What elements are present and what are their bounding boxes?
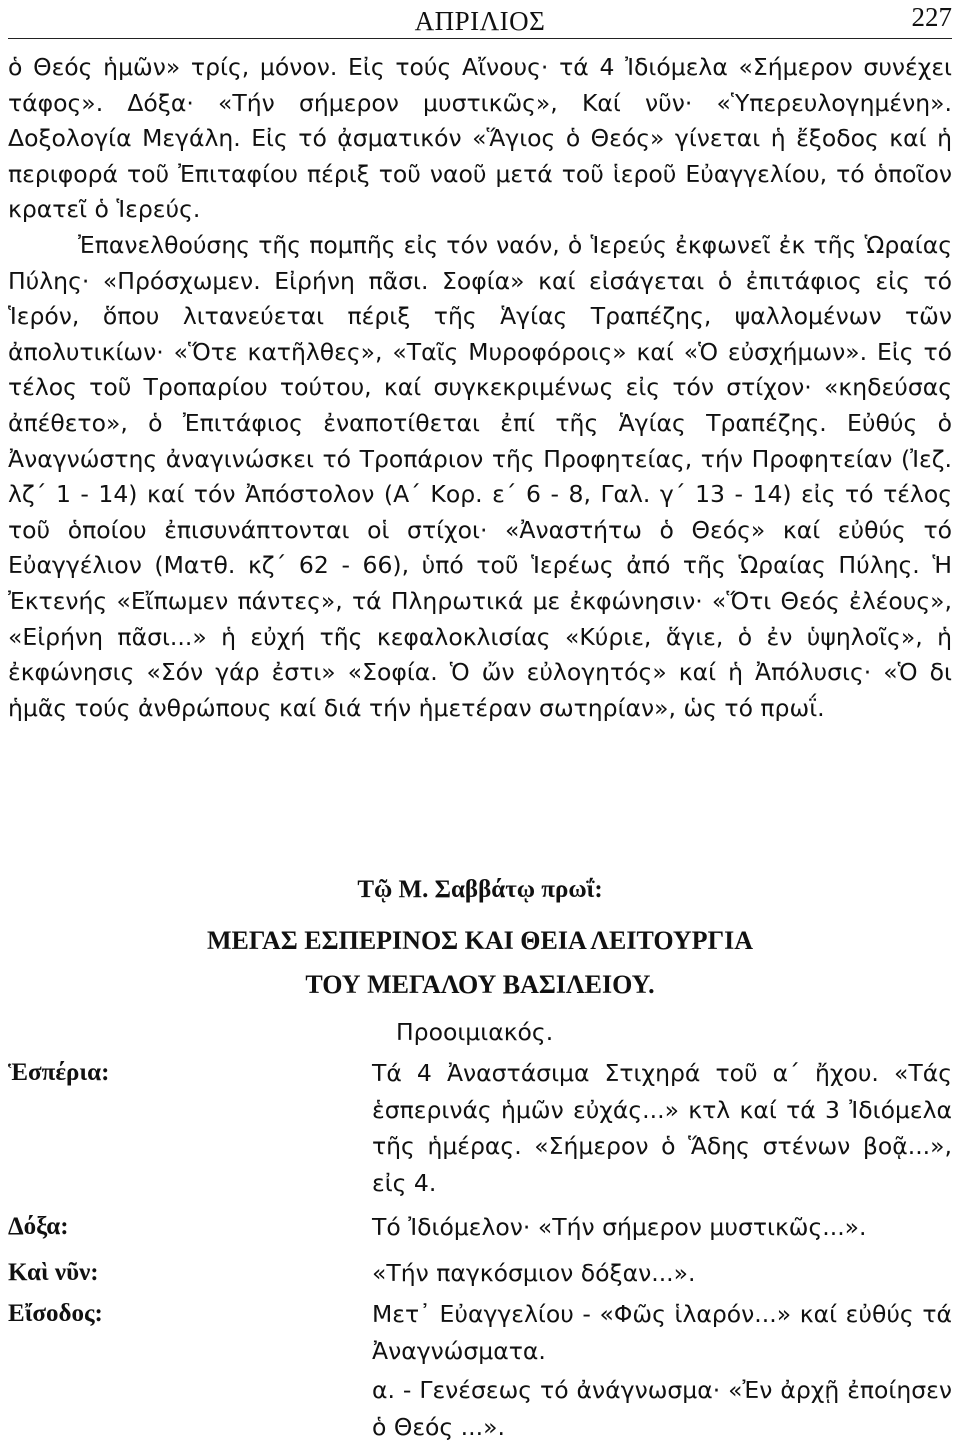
service-title-line-1: ΜΕΓΑΣ ΕΣΠΕΡΙΝΟΣ ΚΑΙ ΘΕΙΑ ΛΕΙΤΟΥΡΓΙΑ: [207, 926, 753, 955]
page-number: 227: [911, 2, 952, 32]
schedule-text: Μετ᾽ Εὐαγγελίου - «Φῶς ἱλαρόν...» καί εὐθύς τά Ἀναγνώσματα.: [372, 1300, 952, 1365]
schedule-text: «Τήν παγκόσμιον δόξαν...».: [372, 1259, 696, 1287]
paragraph: Ἐπανελθούσης τῆς πομπῆς εἰς τόν ναόν, ὁ Ἱερεύς ἐκφωνεῖ ἐκ τῆς Ὡραίας Πύλης· «Πρόσχωμεν. Εἰρήνη πᾶσι. Σοφία» καί εἰσάγεται ὁ ἐπιτάφιος εἰς τό Ἱερόν, ὅπου λιτανεύεται πέριξ τῆς Ἁγίας Τραπέζης, ψαλλομένων τῶν ἀπολυτικίων· «Ὅτε κατῆλθες», «Ταῖς Μυροφόροις» καί «Ὁ εὐσχήμων». Εἰς τό τέλος τοῦ Τροπαρίου τούτου, καί συγκεκριμένως εἰς τόν στίχον· «κηδεύσας ἀπέθετο», ὁ Ἐπιτάφιος ἐναποτίθεται ἐπί τῆς Ἁγίας Τραπέζης. Εὐθύς ὁ Ἀναγνώστης ἀναγινώσκει τό Τροπάριον τῆς Προφητείας, τήν Προφητείαν (Ἰεζ. λζ΄ 1 - 14) καί τόν Ἀπόστολον (Α΄ Κορ. ε΄ 6 - 8, Γαλ. γ΄ 13 - 14) εἰς τό τέλος τοῦ ὁποίου ἐπισυνάπτονται οἱ στίχοι· «Ἀναστήτω ὁ Θεός» καί εὐθύς τό Εὐαγγέλιον (Ματθ. κζ΄ 62 - 66), ὑπό τοῦ Ἱερέως ἀπό τῆς Ὡραίας Πύλης. Ἡ Ἐκτενής «Εἴπωμεν πάντες», τά Πληρωτικά με ἐκφώνησιν· «Ὅτι Θεός ἐλέους», «Εἰρήνη πᾶσι...» ἡ εὐχή τῆς κεφαλοκλισίας «Κύριε, ἅγιε, ὁ ἐν ὑψηλοῖς», ἡ ἐκφώνησις «Σόν γάρ ἐστι» «Σοφία. Ὁ ὤν εὐλογητός» καί ἡ Ἀπόλυσις· «Ὁ δι ἡμᾶς τούς ἀνθρώπους καί διά τήν ἡμετέραν σωτηρίαν», ὡς τό πρωΐ.: [8, 230, 952, 722]
paragraph: ὁ Θεός ἡμῶν» τρίς, μόνον. Εἰς τούς Αἴνους· τά 4 Ἰδιόμελα «Σήμερον συνέχει τάφος». Δόξα· «Τήν σήμερον μυστικῶς», Καί νῦν· «Ὑπερευλογημένη». Δοξολογία Μεγάλη. Εἰς τό ᾀσματικόν «Ἅγιος ὁ Θεός» γίνεται ἡ ἔξοδος καί ἡ περιφορά τοῦ Ἐπιταφίου πέριξ τοῦ ναοῦ μετά τοῦ ἱεροῦ Εὐαγγελίου, τό ὁποῖον κρατεῖ ὁ Ἱερεύς.: [8, 53, 952, 224]
running-title: ΑΠΡΙΛΙΟΣ: [414, 6, 546, 36]
schedule-text: Τό Ἰδιόμελον· «Τήν σήμερον μυστικῶς...».: [372, 1213, 867, 1241]
service-title-line-2: ΤΟΥ ΜΕΓΑΛΟΥ ΒΑΣΙΛΕΙΟΥ.: [305, 970, 655, 999]
schedule-text: α. - Γενέσεως τό ἀνάγνωσμα· «Ἐν ἀρχῇ ἐποίησεν ὁ Θεός ...».: [372, 1376, 952, 1441]
schedule-label: Δόξα:: [8, 1213, 69, 1240]
schedule-label: Ἑσπέρια:: [8, 1059, 110, 1086]
prooimiakos-label: Προοιμιακός.: [396, 1018, 554, 1046]
day-heading: Τῷ Μ. Σαββάτῳ πρωΐ:: [357, 876, 603, 903]
page-header: [8, 0, 952, 39]
body-text: [8, 50, 952, 726]
schedule-label: Καὶ νῦν:: [8, 1259, 99, 1286]
schedule-text: Τά 4 Ἀναστάσιμα Στιχηρά τοῦ α΄ ἤχου. «Τάς ἑσπερινάς ἡμῶν εὐχάς...» κτλ καί τά 3 Ἰδιόμελα τῆς ἡμέρας. «Σήμερον ὁ Ἅδης στένων βοᾷ...», εἰς 4.: [372, 1059, 952, 1197]
schedule-label: Εἴσοδος:: [8, 1300, 103, 1327]
